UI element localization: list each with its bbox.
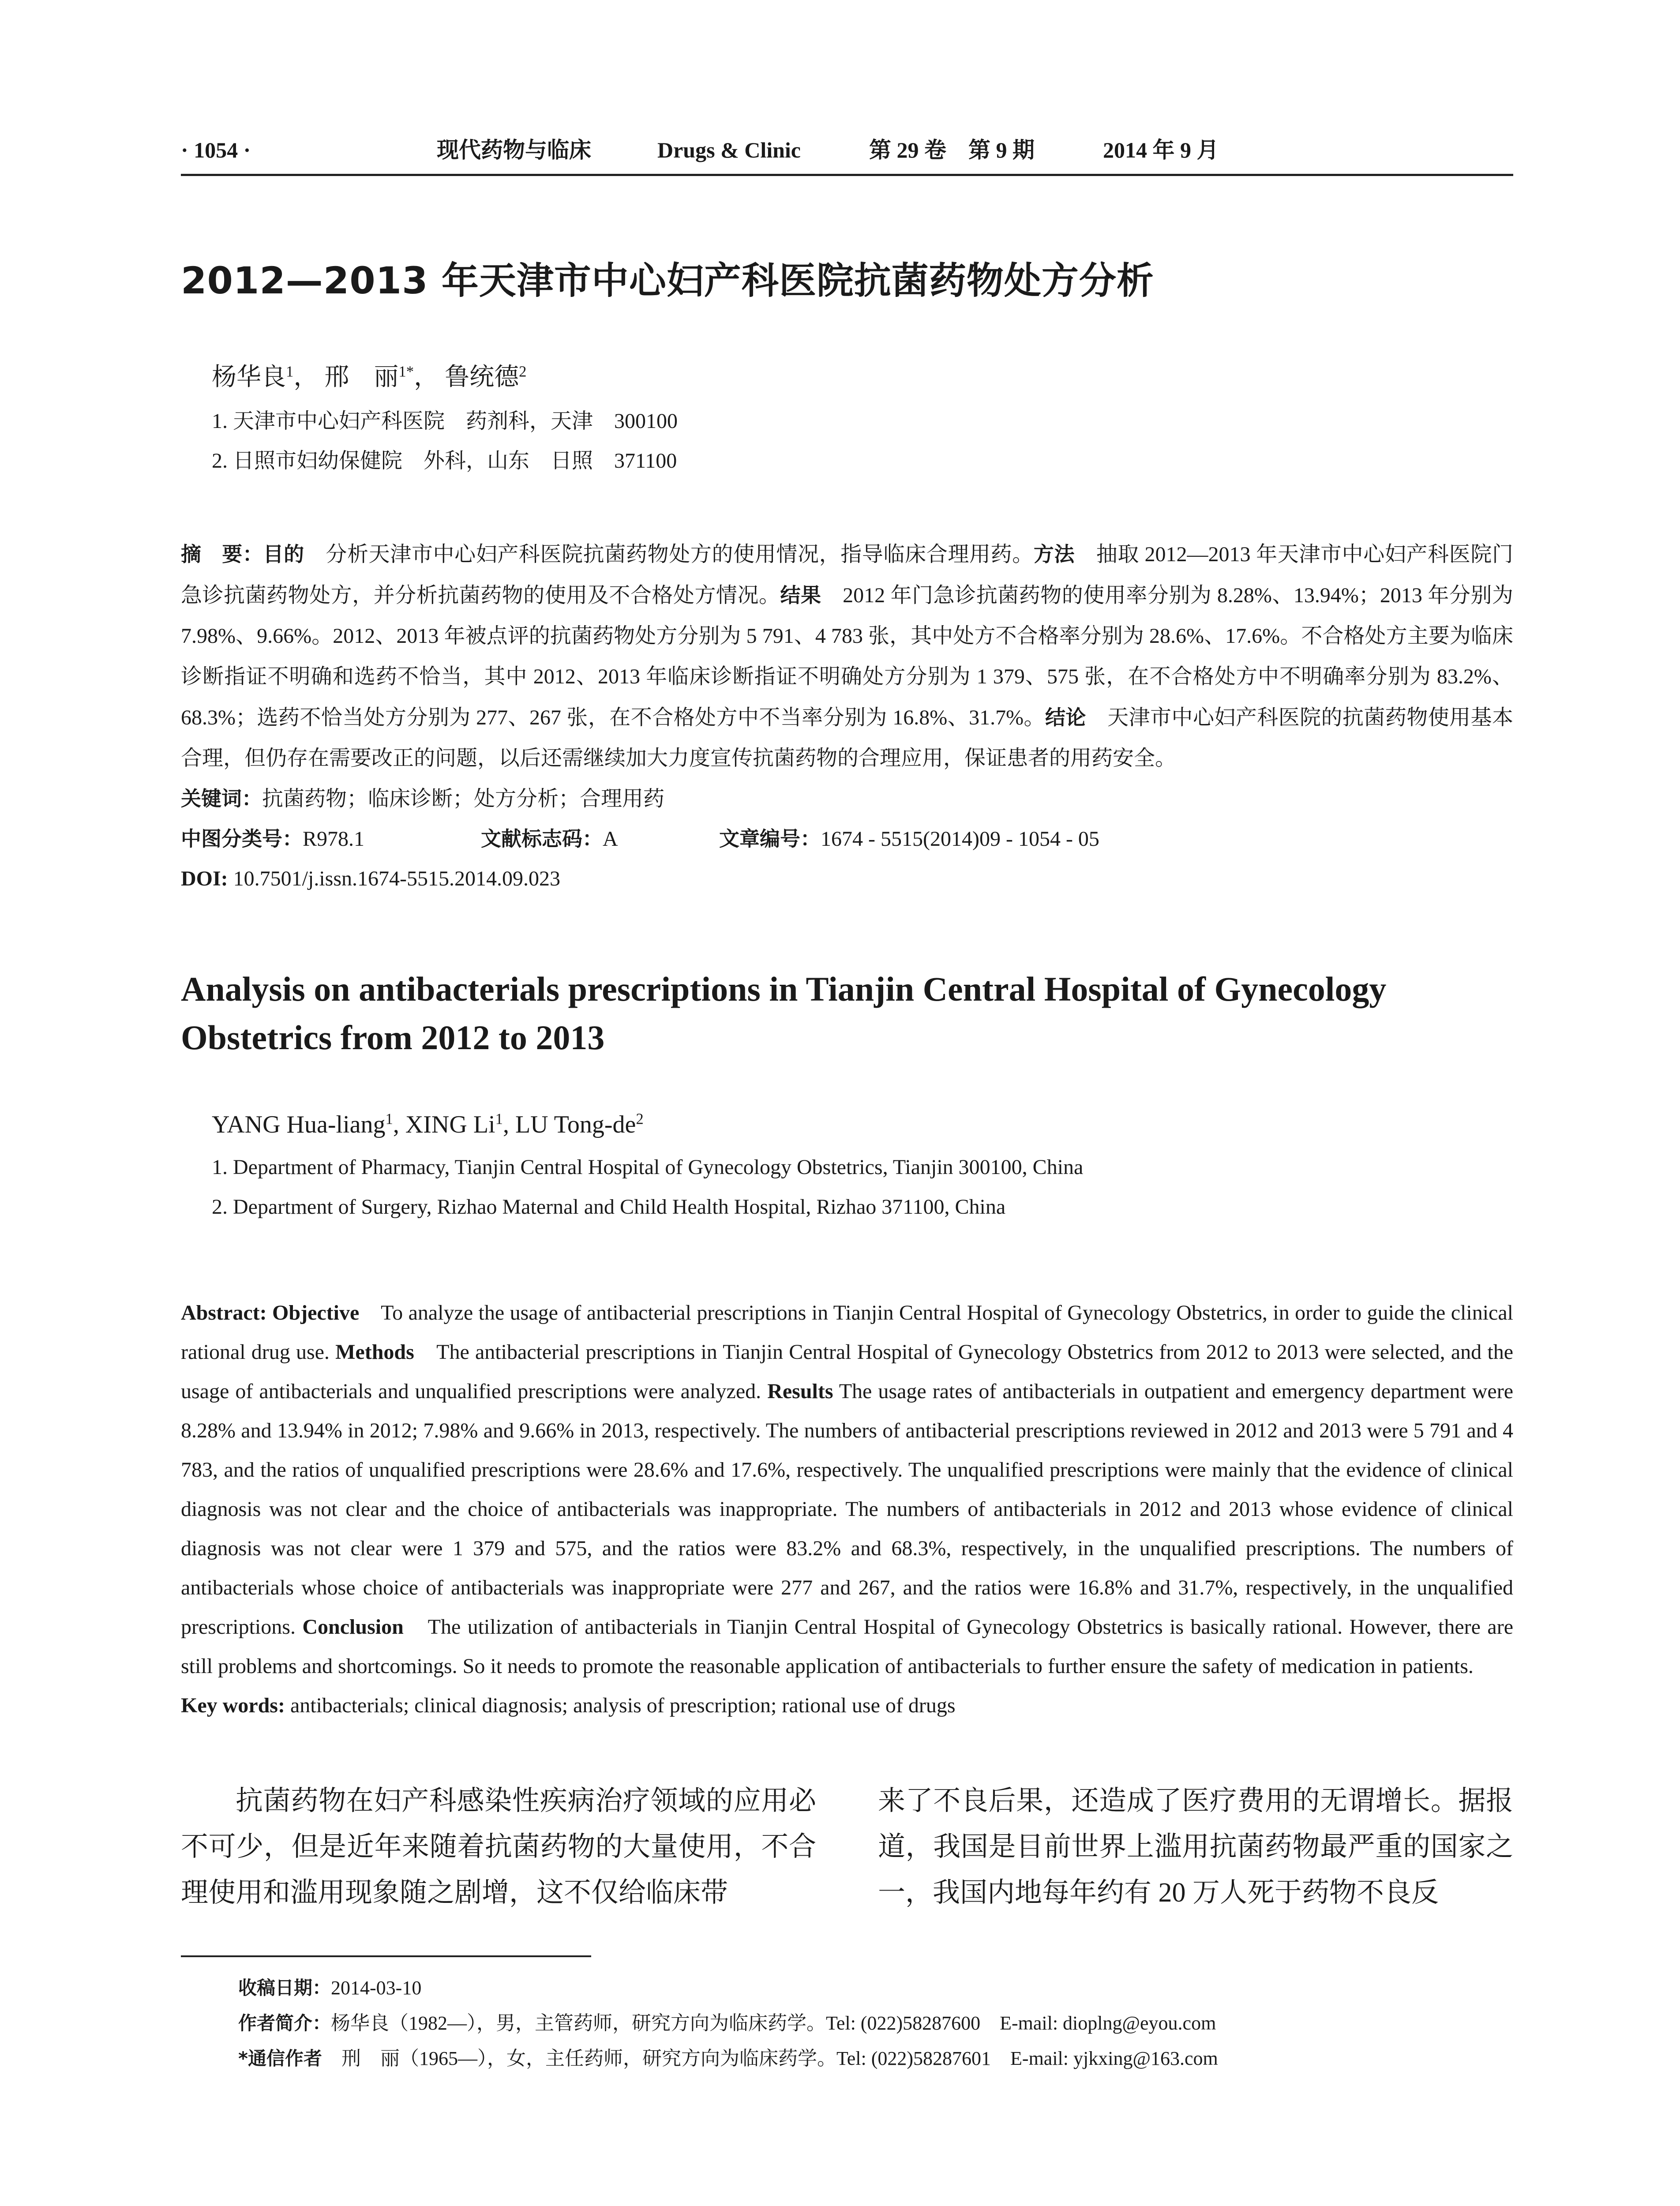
- conclusion-label: 结论: [1045, 705, 1086, 729]
- author-name: XING Li: [405, 1111, 495, 1138]
- volume-issue: 第 29 卷 第 9 期: [869, 138, 1035, 162]
- author-affiliation-mark: 1: [286, 363, 294, 380]
- methods-text: 抽取 2012—2013 年天津市中心妇产科医院门急诊抗菌药物处方，并分析抗菌药物的使用及不合格处方情况。: [181, 543, 1514, 607]
- title-en: Analysis on antibacterials prescriptions in Tianjin Central Hospital of Gynecology Obstetrics from 2012 to 2013: [181, 970, 1387, 1057]
- doi-label: DOI:: [181, 867, 228, 890]
- objective-label: Objective: [272, 1301, 360, 1324]
- author-name: 鲁统德: [445, 364, 519, 391]
- results-label: Results: [767, 1380, 833, 1403]
- footnote-author-bio: [238, 2006, 1513, 2041]
- corresponding-text: 刑 丽（1965—），女，主任药师，研究方向为临床药学。Tel: (022)58287601 E-mail: yjkxing@163.com: [322, 2048, 1218, 2069]
- conclusion-text: 天津市中心妇产科医院的抗菌药物使用基本合理，但仍存在需要改正的问题，以后还需继续加大力度宣传抗菌药物的合理应用，保证患者的用药安全。: [181, 706, 1513, 770]
- clc-value: R978.1: [303, 827, 365, 851]
- author-affiliation-mark: 1*: [398, 363, 414, 380]
- received-label: 收稿日期：: [238, 1977, 331, 1999]
- clc-label: 中图分类号：: [181, 827, 303, 851]
- author-separator: ,: [502, 1111, 515, 1138]
- author-affiliation-mark: 2: [636, 1110, 644, 1128]
- author-name: 邢 丽: [324, 364, 399, 391]
- corresponding-label: *通信作者: [238, 2048, 322, 2069]
- doi-line: [181, 859, 1513, 899]
- bio-label: 作者简介：: [238, 2012, 331, 2034]
- authors-cn: [212, 357, 1513, 393]
- objective-text: To analyze the usage of antibacterial prescriptions in Tianjin Central Hospital of Gynecology Obstetrics, in order to guide the clinical rational drug use.: [181, 1301, 1514, 1364]
- results-text: The usage rates of antibacterials in outpatient and emergency department were 8.28% and 13.94% in 2012; 7.98% and 9.66% in 2013, respectively. The numbers of antibacterial prescriptions reviewed in 2012 and 2013 were 5 791 and 4 783, and the ratios of unqualified prescriptions were 28.6% and 17.6%, respectively. The unqualified prescriptions were mainly that the evidence of clinical diagnosis was not clear and the choice of antibacterials was inappropriate. The numbers of antibacterials in 2012 and 2013 whose evidence of clinical diagnosis was not clear were 1 379 and 575, and the ratios were 83.2% and 68.3%, respectively, in the unqualified prescriptions. The numbers of antibacterials whose choice of antibacterials was inappropriate were 277 and 267, and the ratios were 16.8% and 31.7%, respectively, in the unqualified prescriptions.: [181, 1380, 1513, 1639]
- objective-label: 目的: [263, 542, 304, 566]
- keywords-en: [181, 1686, 1513, 1725]
- abstract-en: [181, 1293, 1513, 1686]
- author-name: 杨华良: [212, 364, 286, 391]
- title-cn: 2012—2013 年天津市中心妇产科医院抗菌药物处方分析: [181, 259, 1154, 302]
- abstract-label: Abstract:: [181, 1301, 267, 1324]
- received-date: 2014-03-10: [331, 1977, 422, 1999]
- author-affiliation-mark: 2: [519, 363, 527, 380]
- keywords-text: 抗菌药物；临床诊断；处方分析；合理用药: [262, 787, 665, 810]
- author-separator: ，: [293, 364, 319, 391]
- page-number: · 1054 ·: [181, 138, 251, 162]
- abstract-label: 摘 要：: [181, 542, 263, 566]
- journal-name-cn: 现代药物与临床: [437, 138, 591, 162]
- conclusion-label: Conclusion: [302, 1615, 404, 1639]
- body-text: [181, 1778, 1513, 1916]
- author-affiliation-mark: 1: [495, 1110, 503, 1128]
- footnote-received: [238, 1970, 1513, 2006]
- footnote-corresponding: [238, 2041, 1513, 2076]
- body-column-right: 来了不良后果，还造成了医疗费用的无谓增长。据报道，我国是目前世界上滥用抗菌药物最严重的国家之一，我国内地每年约有 20 万人死于药物不良反: [878, 1786, 1513, 1908]
- article-number-label: 文章编号：: [719, 827, 821, 851]
- methods-label: Methods: [335, 1340, 414, 1364]
- affiliation-en: 2. Department of Surgery, Rizhao Maternal and Child Health Hospital, Rizhao 371100, China: [212, 1195, 1006, 1219]
- issue-date: 2014 年 9 月: [1103, 138, 1219, 162]
- article-number-value: 1674 - 5515(2014)09 - 1054 - 05: [821, 827, 1099, 851]
- author-separator: ,: [393, 1111, 405, 1138]
- methods-text: The antibacterial prescriptions in Tianjin Central Hospital of Gynecology Obstetrics from 2012 to 2013 were selected, and the usage of antibacterials and unqualified prescriptions were analyzed.: [181, 1340, 1513, 1403]
- results-text: 2012 年门急诊抗菌药物的使用率分别为 8.28%、13.94%；2013 年分别为 7.98%、9.66%。2012、2013 年被点评的抗菌药物处方分别为 5 791、4 783 张，其中处方不合格率分别为 28.6%、17.6%。不合格处方主要为临床诊断指证不明确和选药不恰当，其中 2012、2013 年临床诊断指证不明确处方分别为 1 379、575 张，在不合格处方中不明确率分别为 83.2%、68.3%；选药不恰当处方分别为 277、267 张，在不合格处方中不当率分别为 16.8%、31.7%。: [181, 584, 1513, 729]
- author-separator: ，: [414, 364, 439, 391]
- results-label: 结果: [780, 583, 821, 607]
- author-name: LU Tong-de: [515, 1111, 636, 1138]
- affiliation-cn: 1. 天津市中心妇产科医院 药剂科，天津 300100: [212, 409, 678, 433]
- body-column-left: 抗菌药物在妇产科感染性疾病治疗领域的应用必不可少，但是近年来随着抗菌药物的大量使用，不合理使用和滥用现象随之剧增，这不仅给临床带: [181, 1786, 816, 1908]
- paper-page: [181, 132, 1513, 2076]
- bio-text: 杨华良（1982—），男，主管药师，研究方向为临床药学。Tel: (022)58287600 E-mail: dioplng@eyou.com: [331, 2012, 1216, 2034]
- keywords-label: Key words:: [181, 1694, 285, 1717]
- classification-row: [181, 819, 1513, 859]
- affiliation-en: 1. Department of Pharmacy, Tianjin Central Hospital of Gynecology Obstetrics, Tianjin 300100, China: [212, 1156, 1084, 1179]
- running-header: [181, 132, 1513, 176]
- abstract-cn: [181, 534, 1513, 779]
- keywords-cn: [181, 779, 1513, 819]
- affiliation-cn: 2. 日照市妇幼保健院 外科，山东 日照 371100: [212, 449, 677, 473]
- conclusion-text: The utilization of antibacterials in Tianjin Central Hospital of Gynecology Obstetrics is basically rational. However, there are still problems and shortcomings. So it needs to promote the reasonable application of antibacterials to further ensure the safety of medication in patients.: [181, 1615, 1513, 1678]
- doi-value: 10.7501/j.issn.1674-5515.2014.09.023: [233, 867, 561, 890]
- authors-en: [212, 1111, 1513, 1139]
- methods-label: 方法: [1033, 542, 1075, 566]
- doc-code-value: A: [603, 827, 618, 851]
- keywords-text: antibacterials; clinical diagnosis; analysis of prescription; rational use of drugs: [285, 1694, 956, 1717]
- objective-text: 分析天津市中心妇产科医院抗菌药物处方的使用情况，指导临床合理用药。: [304, 543, 1034, 566]
- author-affiliation-mark: 1: [385, 1110, 393, 1128]
- keywords-label: 关键词：: [181, 787, 262, 810]
- journal-name-en: Drugs & Clinic: [657, 138, 801, 162]
- doc-code-label: 文献标志码：: [481, 827, 603, 851]
- footnote-divider: [181, 1955, 591, 1957]
- author-name: YANG Hua-liang: [212, 1111, 386, 1138]
